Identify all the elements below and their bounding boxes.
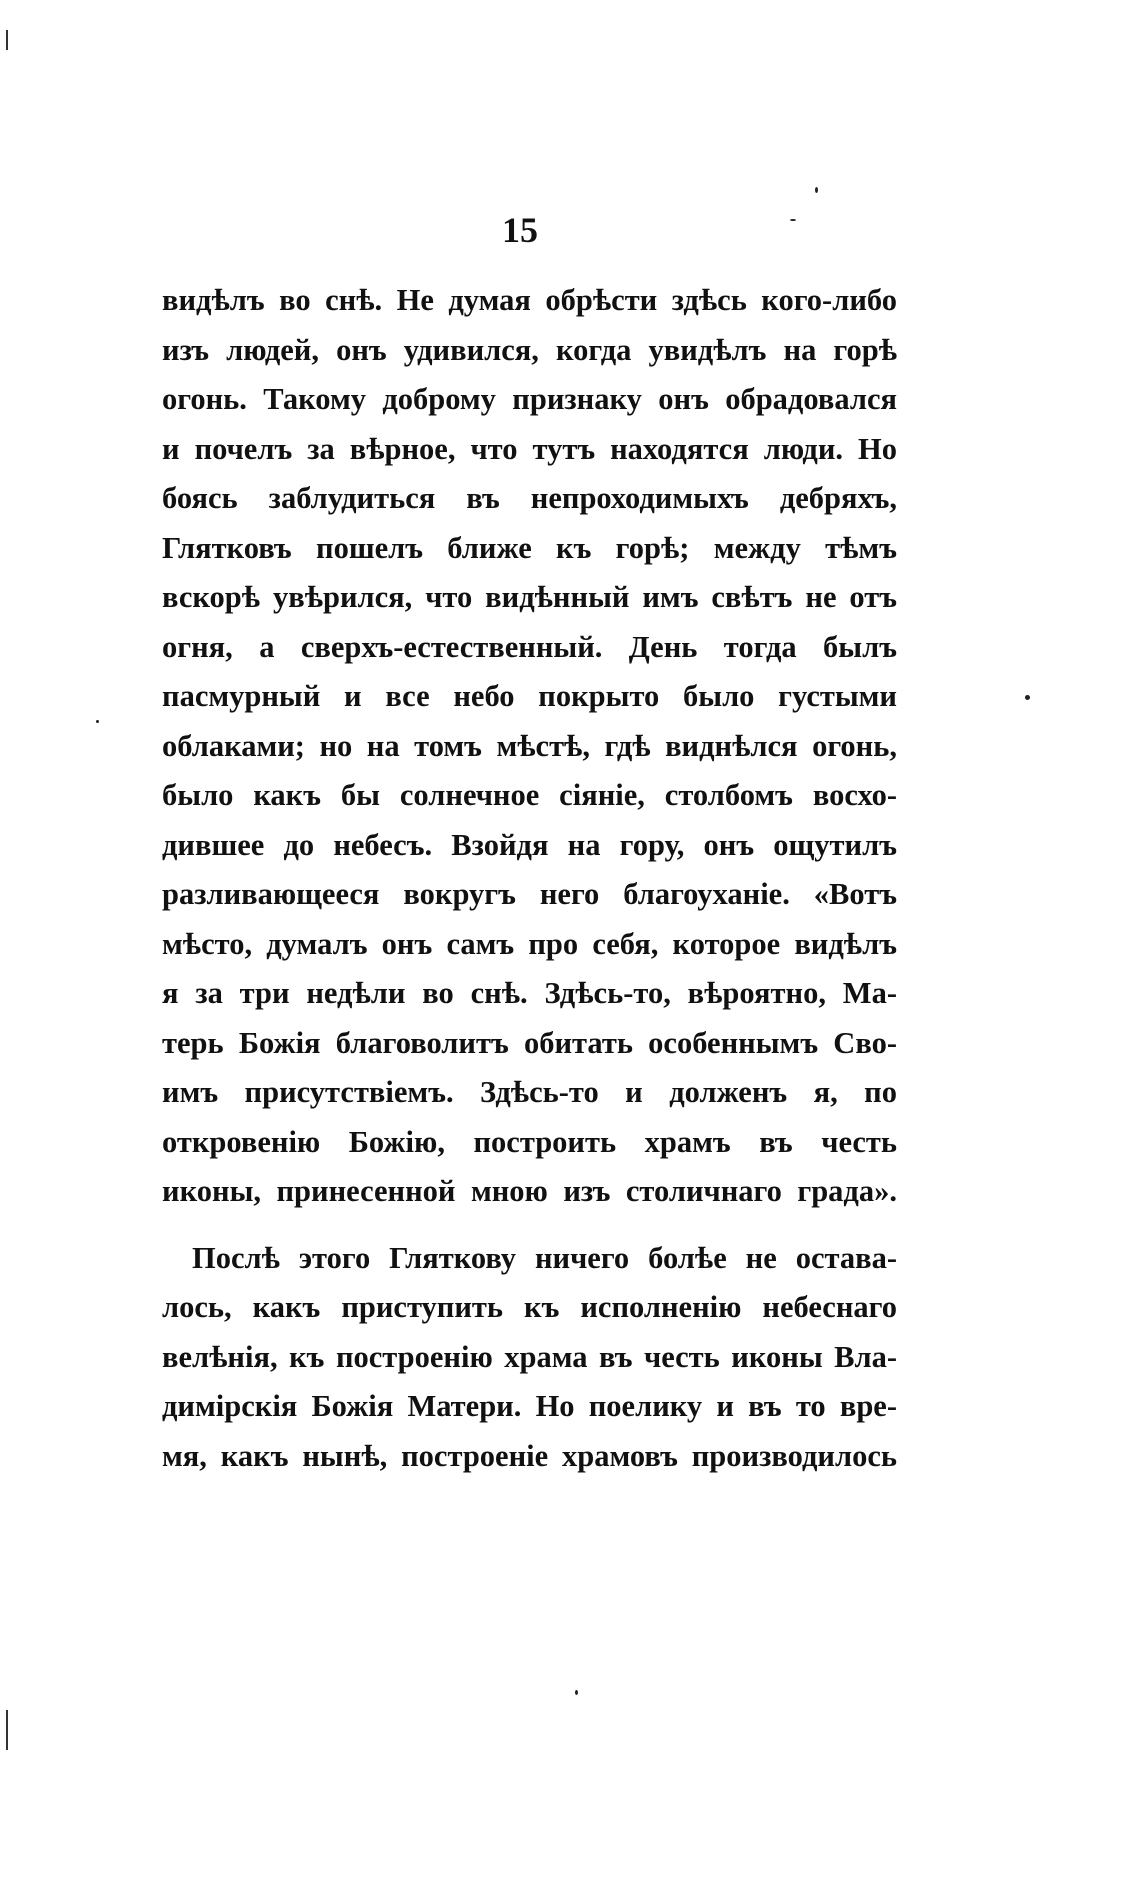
text-line: иконы, принесенной мною изъ столичнаго града». <box>162 1174 897 1208</box>
scan-edge-mark <box>6 1710 8 1750</box>
text-line: димірскія Божія Матери. Но поелику и въ то вре- <box>162 1389 897 1423</box>
text-line: изъ людей, онъ удивился, когда увидѣлъ на горѣ <box>162 332 897 367</box>
text-line: огня, а сверхъ-естественный. День тогда былъ <box>162 629 897 664</box>
text-line: боясь заблудиться въ непроходимыхъ дебряхъ, <box>162 481 897 515</box>
text-line: мѣсто, думалъ онъ самъ про себя, которое видѣлъ <box>162 926 897 961</box>
body-text <box>162 276 897 1481</box>
text-line: и почелъ за вѣрное, что тутъ находятся люди. Но <box>162 431 897 466</box>
text-line: терь Божія благоволитъ обитать особеннымъ Сво- <box>162 1025 897 1060</box>
paragraph <box>162 276 897 1217</box>
paragraph-gap <box>162 1217 897 1234</box>
scan-edge-mark <box>6 30 8 50</box>
text-line: было какъ бы солнечное сіяніе, столбомъ восхо- <box>162 778 897 812</box>
scan-speck <box>96 720 99 723</box>
text-line: разливающееся вокругъ него благоуханіе. «Вотъ <box>162 877 897 911</box>
text-line: Послѣ этого Гляткову ничего болѣе не остава- <box>192 1240 897 1275</box>
text-line: мя, какъ нынѣ, построеніе храмовъ производилось <box>162 1438 897 1473</box>
text-line: дившее до небесъ. Взойдя на гору, онъ ощутилъ <box>162 827 897 862</box>
text-line: Глятковъ пошелъ ближе къ горѣ; между тѣмъ <box>162 530 897 565</box>
scan-speck <box>575 1690 578 1695</box>
page-number: 15 <box>502 210 538 250</box>
text-line: облаками; но на томъ мѣстѣ, гдѣ виднѣлся огонь, <box>162 728 897 763</box>
scan-speck <box>815 187 818 193</box>
text-line: имъ присутствіемъ. Здѣсь-то и долженъ я, по <box>162 1075 897 1109</box>
text-line: огонь. Такому доброму признаку онъ обрадовался <box>162 382 897 416</box>
text-line: лось, какъ приступить къ исполненію небеснаго <box>162 1290 897 1324</box>
text-line: вскорѣ увѣрился, что видѣнный имъ свѣтъ не отъ <box>162 580 897 614</box>
text-line: пасмурный и все небо покрыто было густыми <box>162 679 897 713</box>
text-line: видѣлъ во снѣ. Не думая обрѣсти здѣсь кого-либо <box>162 283 897 317</box>
text-line: откровенію Божію, построить храмъ въ честь <box>162 1124 897 1159</box>
text-line: я за три недѣли во снѣ. Здѣсь-то, вѣроятно, Ма- <box>162 976 897 1010</box>
text-line: велѣнія, къ построенію храма въ честь иконы Вла- <box>162 1339 897 1374</box>
scan-speck <box>1025 695 1030 700</box>
paragraph <box>162 1234 897 1482</box>
